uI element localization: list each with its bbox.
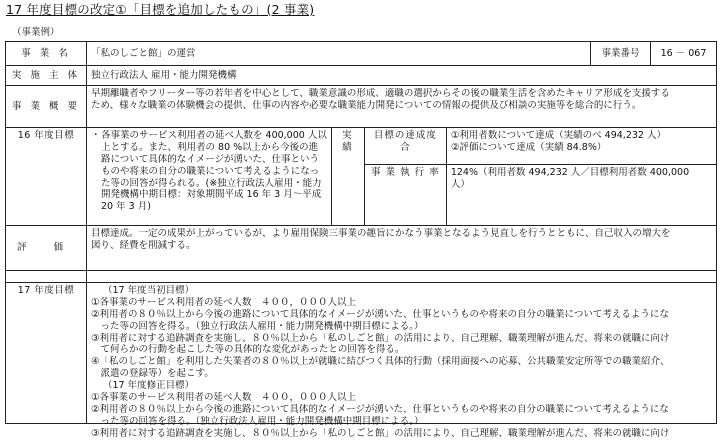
execution-rate-value bbox=[447, 165, 716, 225]
project-name-label: 事 業 名 bbox=[6, 42, 87, 65]
fy17-goal-line: 派遣の登録等）を起こす。 bbox=[91, 368, 214, 380]
execution-rate-label: 事 業 執 行 率 bbox=[365, 165, 447, 225]
execution-line: 人） bbox=[450, 178, 470, 190]
fy16-goal-line: 上とする。また、利用者の 80 %以上から今後の進 bbox=[101, 141, 319, 153]
fy16-goal-line: 路について具体的なイメージが湧いた、仕事という bbox=[101, 153, 320, 165]
fy17-goal-line: ③利用者に対する追跡調査を実施し、８０％以上から「私のしごと館」の活用により、自己理解、職業理解が進んだ、将来の就職に向け bbox=[91, 332, 670, 344]
summary-line: 早期離職者やフリーター等の若年者を中心として、職業意識の形成、適職の選択からその後の職業生活を含めたキャリア形成を支援する bbox=[91, 88, 670, 99]
fy16-goal bbox=[87, 128, 332, 225]
implementing-body-value: 独立行政法人 雇用・能力開発機構 bbox=[91, 69, 237, 81]
achievement-label: 目標の達成度合 bbox=[365, 128, 447, 164]
fy17-goal-line: ④「私のしごと館」を利用した失業者の８０％以上が就職に結びつく具体的行動（採用面接への応募、公共職業安定所等での職業紹介、 bbox=[91, 356, 670, 368]
implementing-body-label: 実 施 主 体 bbox=[6, 66, 87, 85]
fy16-goal-line: 20 年 3 月) bbox=[101, 201, 151, 213]
summary-text bbox=[87, 86, 716, 127]
fy17-goal-line: った等の回答を得る。（独立行政法人雇用・能力開発機構中期目標による。） bbox=[91, 320, 424, 332]
fy16-goal-line: た等の回答が得られる。(※独立行政法人雇用・能力 bbox=[101, 177, 322, 189]
summary-row bbox=[6, 86, 716, 128]
achievement-line: ①利用者数について達成（実績のべ 494,232 人） bbox=[450, 130, 666, 141]
fy16-row bbox=[6, 128, 716, 226]
project-name-value: 「私のしごと館」の運営 bbox=[87, 42, 591, 65]
fy17-goal-line: ②利用者の８０％以上から今後の進路について具体的なイメージが湧いた、仕事というものや将来の自分の職業について考えるようにな bbox=[91, 403, 669, 415]
results-label: 実 績 bbox=[332, 128, 365, 225]
fy17-goals bbox=[87, 283, 716, 439]
project-sheet bbox=[5, 41, 717, 439]
fy16-goal-line: ものや将来の自分の職業について考えるようになっ bbox=[101, 165, 320, 177]
example-label: （事業例） bbox=[12, 27, 60, 38]
fy17-initial-heading: （17 年度当初目標） bbox=[103, 285, 195, 296]
evaluation-label: 評 価 bbox=[6, 226, 87, 270]
evaluation-row bbox=[6, 226, 716, 271]
execution-line: 124%（利用者数 494,232 人／目標利用者数 400,000 bbox=[450, 167, 690, 178]
evaluation-text bbox=[87, 226, 716, 270]
bullet-mark: ・ bbox=[91, 130, 101, 141]
fy17-goal-line: ③利用者に対する追跡調査を実施し、８０％以上から「私のしごと館」の活用により、自己理解、職業理解が進んだ、将来の就職に向け bbox=[91, 427, 670, 439]
fy17-goal-line: て何らかの行動を起こした等の具体的な変化があったとの回答を得る。 bbox=[91, 344, 405, 356]
implementing-body-row bbox=[6, 66, 716, 86]
project-number-label: 事業番号 bbox=[591, 42, 651, 65]
project-name-row bbox=[6, 42, 716, 66]
evaluation-line: 目標達成。一定の成果が上がっているが、より雇用保険三事業の趣旨にかなう事業となるよう見直しを行うとともに、自己収入の増大を bbox=[91, 228, 671, 239]
fy16-label: 16 年度目標 bbox=[6, 128, 87, 225]
fy17-revised-heading: （17 年度修正目標） bbox=[103, 380, 195, 391]
fy16-goal-line: 各事業のサービス利用者の延べ人数を 400,000 人以 bbox=[101, 130, 327, 141]
evaluation-line: 図り、経費を削減する。 bbox=[91, 239, 196, 251]
summary-label: 事 業 概 要 bbox=[6, 86, 87, 127]
achievement-value bbox=[447, 128, 716, 164]
fy17-row bbox=[6, 283, 716, 439]
achievement-line: ②評価について達成（実績 84.8%） bbox=[450, 141, 607, 153]
project-number-value: 16 － 067 bbox=[660, 47, 707, 59]
fy16-goal-line: 開発機構中期目標：対象期間平成 16 年 3 月～平成 bbox=[101, 189, 322, 201]
fy16-results bbox=[365, 128, 716, 225]
fy17-goal-line: ②利用者の８０％以上から今後の進路について具体的なイメージが湧いた、仕事というものや将来の自分の職業について考えるようにな bbox=[91, 308, 669, 320]
fy17-label: 17 年度目標 bbox=[6, 283, 87, 423]
page-heading: 17 年度目標の改定①「目標を追加したもの」(2 事業) bbox=[6, 2, 315, 17]
summary-line: ため、様々な職業の体験機会の提供、仕事の内容や必要な職業能力開発についての情報の提供及び相談の実施等を総合的に行う。 bbox=[91, 99, 642, 111]
fy17-goal-line: った等の回答を得る。（独立行政法人雇用・能力開発機構中期目標による。） bbox=[91, 415, 424, 427]
fy17-goal-line: ①各事業のサービス利用者の延べ人数 ４００，０００人以上 bbox=[91, 296, 357, 308]
fy17-goal-line: ①各事業のサービス利用者の延べ人数 ４００，０００人以上 bbox=[91, 391, 357, 403]
row-spacer bbox=[6, 271, 716, 283]
